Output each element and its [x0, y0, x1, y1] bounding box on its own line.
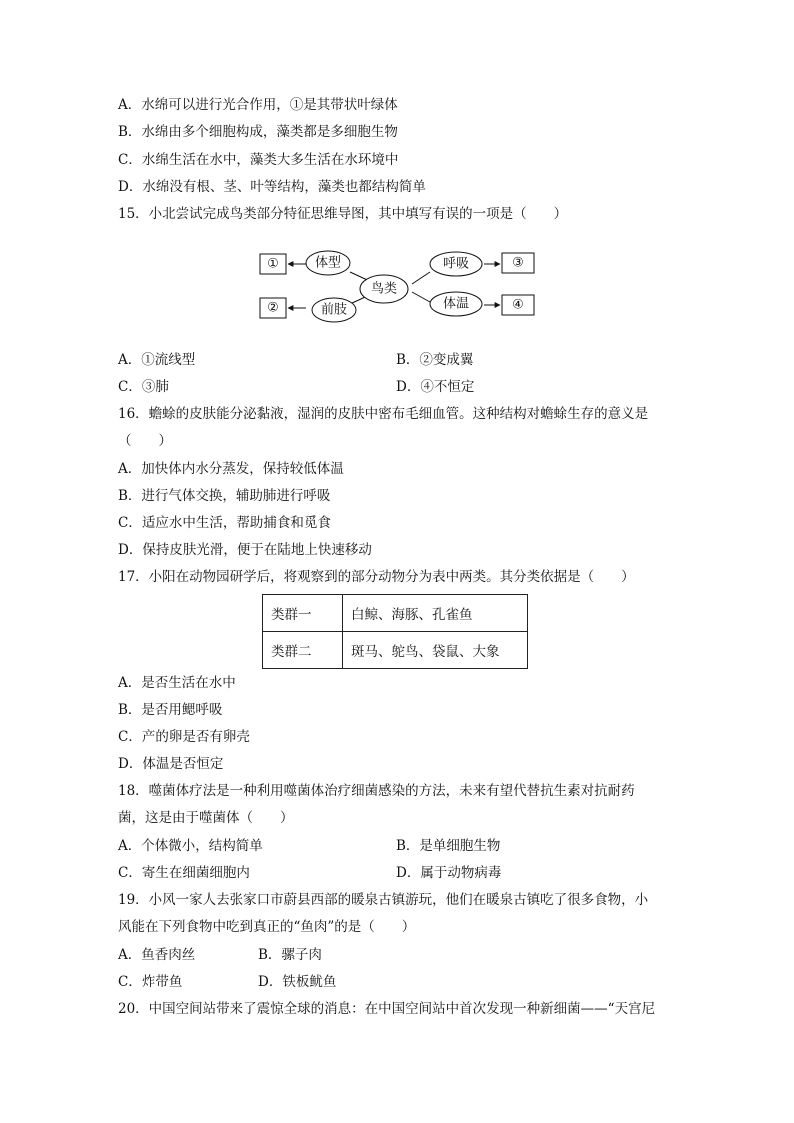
q16-option-a: A．加快体内水分蒸发，保持较低体温 — [118, 461, 344, 477]
map-node-label-forelimb: 前肢 — [320, 302, 348, 318]
table-cell-group-name: 类群一 — [263, 595, 343, 632]
map-node-label-breathing: 呼吸 — [442, 256, 470, 272]
map-box-label-3: ③ — [512, 255, 524, 271]
table-cell-animals: 斑马、鸵鸟、袋鼠、大象 — [343, 632, 528, 669]
table-cell-group-name: 类群二 — [263, 632, 343, 669]
q19-option-d: D．铁板鱿鱼 — [258, 974, 337, 990]
q18-option-d: D．属于动物病毒 — [396, 865, 502, 881]
q18-stem-line2: 菌，这是由于噬菌体（ ） — [118, 810, 294, 826]
q16-option-d: D．保持皮肤光滑，便于在陆地上快速移动 — [118, 542, 372, 558]
map-center-label: 鸟类 — [370, 281, 398, 297]
map-box-label-2: ② — [267, 300, 279, 316]
q14-option-a: A．水绵可以进行光合作用，①是其带状叶绿体 — [118, 97, 398, 113]
q17-option-a: A．是否生活在水中 — [118, 675, 236, 691]
table-cell-animals: 白鲸、海豚、孔雀鱼 — [343, 595, 528, 632]
q14-option-c: C．水绵生活在水中，藻类大多生活在水环境中 — [118, 152, 399, 168]
q17-option-c: C．产的卵是否有卵壳 — [118, 729, 250, 745]
animal-classification-table — [262, 594, 528, 669]
q18-stem-line1: 18．噬菌体疗法是一种利用噬菌体治疗细菌感染的方法，未来有望代替抗生素对抗耐药 — [118, 783, 635, 799]
q19-option-c: C．炸带鱼 — [118, 974, 183, 990]
q15-option-c: C．③肺 — [118, 379, 169, 395]
q17-option-b: B．是否用鳃呼吸 — [118, 702, 223, 718]
q16-option-b: B．进行气体交换，辅助肺进行呼吸 — [118, 488, 331, 504]
q19-option-b: B．骡子肉 — [258, 947, 322, 963]
bird-mind-map — [258, 244, 538, 324]
q15-option-a: A．①流线型 — [118, 352, 196, 368]
q14-option-b: B．水绵由多个细胞构成，藻类都是多细胞生物 — [118, 124, 398, 140]
table-row — [263, 632, 528, 669]
q18-option-a: A．个体微小，结构简单 — [118, 838, 263, 854]
q18-option-b: B．是单细胞生物 — [396, 838, 501, 854]
q17-stem: 17．小阳在动物园研学后，将观察到的部分动物分为表中两类。其分类依据是（ ） — [118, 569, 635, 585]
q19-stem-line1: 19．小风一家人去张家口市蔚县西部的暖泉古镇游玩，他们在暖泉古镇吃了很多食物，小 — [118, 892, 649, 908]
map-box-label-4: ④ — [512, 297, 524, 313]
map-node-label-temperature: 体温 — [442, 296, 470, 312]
q14-option-d: D．水绵没有根、茎、叶等结构，藻类也都结构简单 — [118, 179, 426, 195]
map-node-label-body-shape: 体型 — [314, 255, 342, 271]
q17-option-d: D．体温是否恒定 — [118, 756, 224, 772]
q15-stem: 15．小北尝试完成鸟类部分特征思维导图，其中填写有误的一项是（ ） — [118, 206, 568, 222]
map-box-label-1: ① — [267, 256, 279, 272]
q15-option-d: D．④不恒定 — [396, 379, 475, 395]
q20-stem-line1: 20．中国空间站带来了震惊全球的消息：在中国空间站中首次发现一种新细菌——“天宫尼 — [118, 1001, 656, 1017]
table-row — [263, 595, 528, 632]
q16-stem-line1: 16．蟾蜍的皮肤能分泌黏液，湿润的皮肤中密布毛细血管。这种结构对蟾蜍生存的意义是 — [118, 406, 649, 422]
q15-option-b: B．②变成翼 — [396, 352, 474, 368]
q19-stem-line2: 风能在下列食物中吃到真正的“鱼肉”的是（ ） — [118, 919, 416, 935]
q19-option-a: A．鱼香肉丝 — [118, 947, 196, 963]
q16-option-c: C．适应水中生活，帮助捕食和觅食 — [118, 515, 331, 531]
q18-option-c: C．寄生在细菌细胞内 — [118, 865, 250, 881]
q16-stem-line2: （ ） — [118, 433, 172, 449]
